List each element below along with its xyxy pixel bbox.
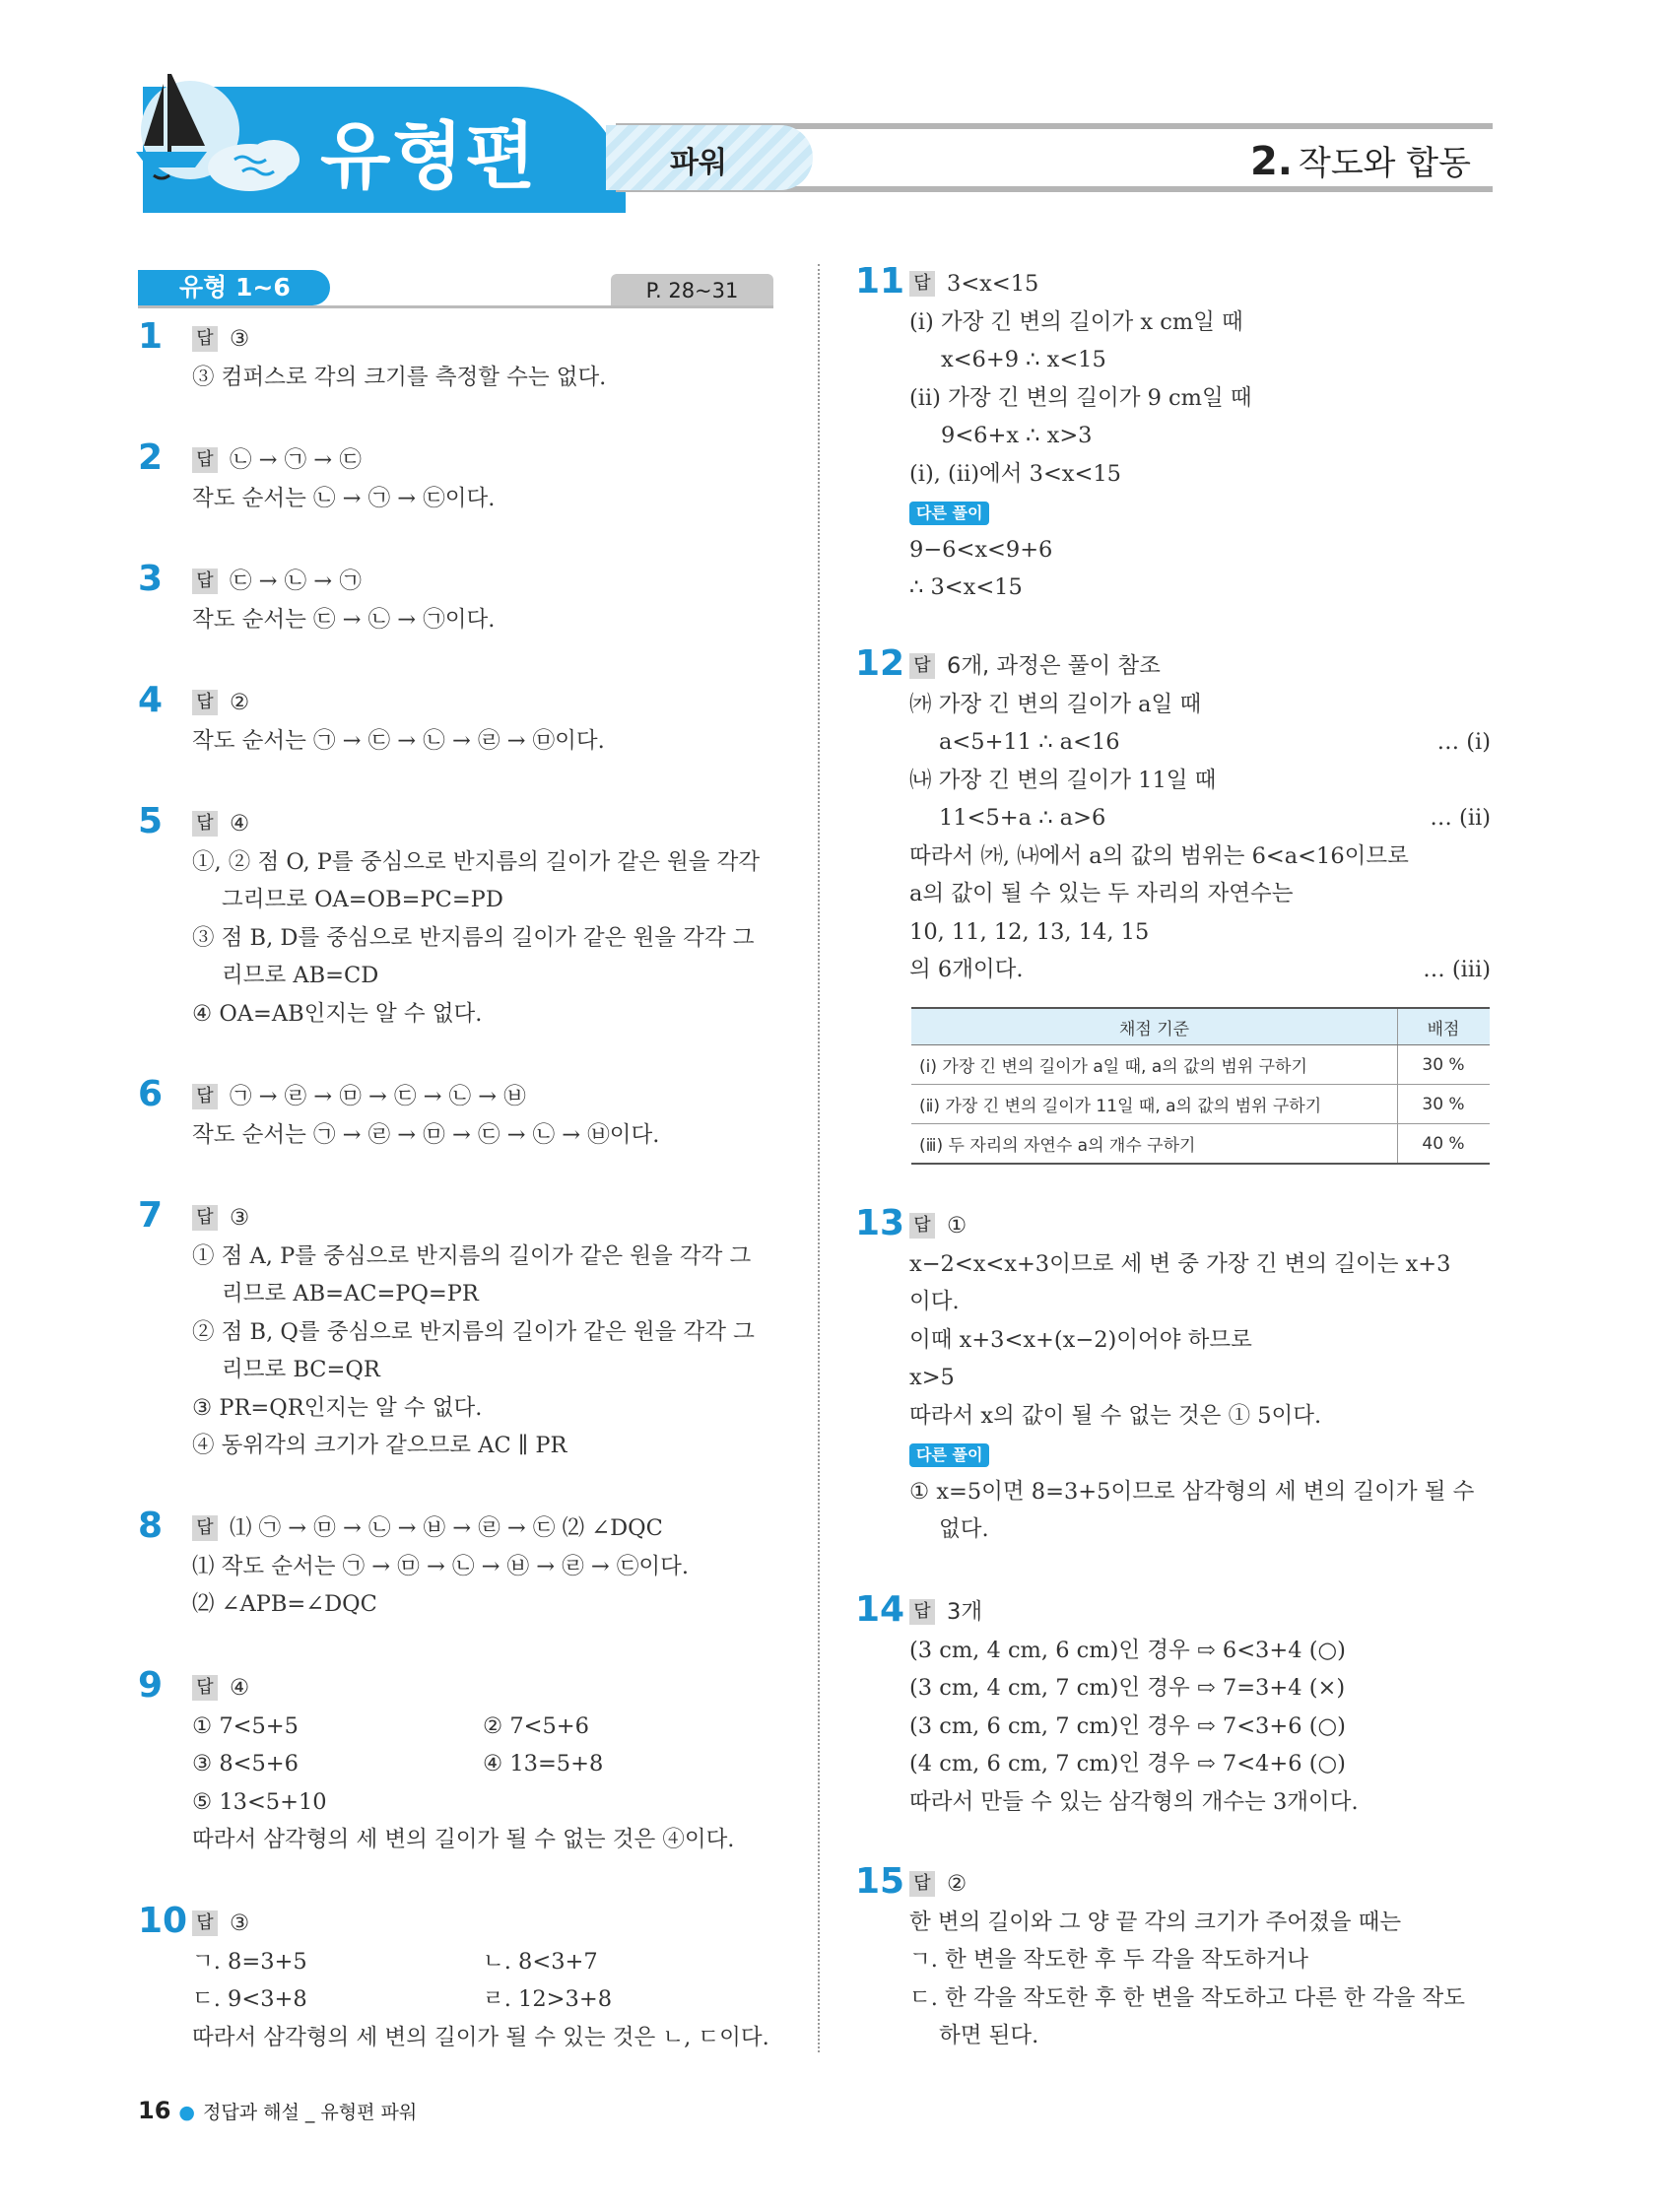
solution-row <box>909 951 1491 989</box>
answer-value: ㉠ → ㉣ → ㉤ → ㉢ → ㉡ → ㉥ <box>230 1084 526 1109</box>
choice: ③ 8<5+6 <box>192 1751 299 1776</box>
problem-number: 4 <box>138 680 164 720</box>
problem-number: 11 <box>855 261 905 302</box>
solution-line: a<5+11 ∴ a<16 <box>939 729 1120 755</box>
answer-value: ⑴ ㉠ → ㉤ → ㉡ → ㉥ → ㉣ → ㉢ ⑵ ∠DQC <box>230 1515 663 1541</box>
column-divider <box>818 264 820 2052</box>
solution-line: 리므로 AB=CD <box>222 963 379 988</box>
solution-line: ①, ② 점 O, P를 중심으로 반지름의 길이가 같은 원을 각각 <box>192 848 761 875</box>
choice: ② 7<5+6 <box>483 1712 589 1739</box>
answer-badge: 답 <box>192 811 218 837</box>
answer-value: ④ <box>230 1675 250 1701</box>
solution-line: 이때 x+3<x+(x−2)이어야 하므로 <box>909 1326 1252 1353</box>
table-cell: (ⅲ) 두 자리의 자연수 a의 개수 구하기 <box>911 1124 1398 1165</box>
problem-number: 14 <box>855 1589 905 1630</box>
answer-value: ② <box>947 1871 967 1897</box>
table-cell: (ⅱ) 가장 긴 변의 길이가 11일 때, a의 값의 범위 구하기 <box>911 1085 1398 1124</box>
solution-line: 10, 11, 12, 13, 14, 15 <box>909 918 1150 945</box>
table-row <box>911 1124 1490 1165</box>
solution-line: 9−6<x<9+6 <box>909 536 1053 563</box>
solution-line: 한 변의 길이와 그 양 끝 각의 크기가 주어졌을 때는 <box>909 1909 1402 1935</box>
problem-number: 15 <box>855 1861 905 1902</box>
solution-line: (3 cm, 6 cm, 7 cm)인 경우 ⇨ 7<3+6 (○) <box>909 1712 1346 1739</box>
answer-badge: 답 <box>192 569 218 594</box>
solution-line: 리므로 BC=QR <box>222 1357 380 1382</box>
answer-badge: 답 <box>909 1213 935 1239</box>
answer-value: ③ <box>230 1205 250 1231</box>
answer-badge: 답 <box>192 1515 218 1541</box>
solution-line: (3 cm, 4 cm, 7 cm)인 경우 ⇨ 7=3+4 (×) <box>909 1675 1346 1701</box>
solution-line: x>5 <box>909 1365 955 1390</box>
table-row <box>911 1085 1490 1124</box>
answer-badge: 답 <box>192 1910 218 1936</box>
bullet-icon: ● <box>178 2102 195 2123</box>
section-label: 유형 1~6 <box>138 270 330 305</box>
problem-number: 1 <box>138 316 164 357</box>
solution-line: 의 6개이다. <box>909 957 1024 982</box>
problem-number: 9 <box>138 1665 164 1706</box>
solution-line: 따라서 ㈎, ㈏에서 a의 값의 범위는 6<a<16이므로 <box>909 842 1409 869</box>
solution-line: ② 점 B, Q를 중심으로 반지름의 길이가 같은 원을 각각 그 <box>192 1318 755 1345</box>
section-bar <box>138 270 773 305</box>
answer-value: ㉡ → ㉠ → ㉢ <box>230 447 362 473</box>
step-mark: … (ⅲ) <box>1423 957 1491 982</box>
choice: ④ 13=5+8 <box>483 1751 604 1776</box>
solution-line: 따라서 삼각형의 세 변의 길이가 될 수 있는 것은 ㄴ, ㄷ이다. <box>192 2024 769 2050</box>
solution-line: a의 값이 될 수 있는 두 자리의 자연수는 <box>909 881 1294 906</box>
answer-value: ④ <box>230 811 250 837</box>
chapter-number: 2. <box>1249 139 1293 184</box>
problem-number: 10 <box>138 1901 188 1941</box>
answer-badge: 답 <box>192 1675 218 1701</box>
solution-line: x−2<x<x+3이므로 세 변 중 가장 긴 변의 길이는 x+3 <box>909 1250 1451 1277</box>
scoring-table <box>911 1007 1490 1165</box>
solution-line: ㈏ 가장 긴 변의 길이가 11일 때 <box>909 767 1217 793</box>
answer-badge: 답 <box>909 1599 935 1625</box>
answer-badge: 답 <box>909 1871 935 1897</box>
table-cell: 40 % <box>1398 1124 1491 1165</box>
solution-line: ㄱ. 한 변을 작도한 후 두 각을 작도하거나 <box>909 1947 1308 1973</box>
choice: ⑤ 13<5+10 <box>192 1788 327 1815</box>
problem-number: 6 <box>138 1074 164 1114</box>
solution-line: ㈎ 가장 긴 변의 길이가 a일 때 <box>909 691 1202 717</box>
alt-solution-badge: 다른 풀이 <box>909 1443 989 1467</box>
answer-value: ③ <box>230 1910 250 1936</box>
section-rule <box>138 305 773 308</box>
answer-badge: 답 <box>909 271 935 297</box>
table-cell: 30 % <box>1398 1045 1491 1085</box>
problem-number: 2 <box>138 437 164 478</box>
solution-line: 작도 순서는 ㉠ → ㉣ → ㉤ → ㉢ → ㉡ → ㉥이다. <box>192 1121 660 1148</box>
answer-badge: 답 <box>192 1084 218 1109</box>
answer-value: 3<x<15 <box>947 271 1039 297</box>
solution-line: (3 cm, 4 cm, 6 cm)인 경우 ⇨ 6<3+4 (○) <box>909 1637 1346 1663</box>
answer-badge: 답 <box>192 447 218 473</box>
problem-number: 7 <box>138 1195 164 1236</box>
solution-line: ③ PR=QR인지는 알 수 없다. <box>192 1394 483 1421</box>
solution-row <box>909 799 1491 838</box>
solution-line: 9<6+x ∴ x>3 <box>941 423 1093 448</box>
solution-line: (ⅰ), (ⅱ)에서 3<x<15 <box>909 460 1121 487</box>
answer-value: ③ <box>230 326 250 352</box>
choice: ① 7<5+5 <box>192 1712 299 1739</box>
page-number: 16 <box>138 2097 171 2124</box>
problem-number: 13 <box>855 1203 905 1243</box>
solution-line: 따라서 만들 수 있는 삼각형의 개수는 3개이다. <box>909 1788 1359 1815</box>
solution-line: ① x=5이면 8=3+5이므로 삼각형의 세 변의 길이가 될 수 <box>909 1478 1475 1505</box>
solution-line: 11<5+a ∴ a>6 <box>939 805 1106 831</box>
problem-number: 5 <box>138 801 164 841</box>
solution-line: 따라서 x의 값이 될 수 없는 것은 ① 5이다. <box>909 1402 1322 1429</box>
solution-line: ⑵ ∠APB=∠DQC <box>192 1591 377 1617</box>
solution-line: ④ OA=AB인지는 알 수 없다. <box>192 1000 483 1027</box>
solution-line: (ⅰ) 가장 긴 변의 길이가 x cm일 때 <box>909 308 1243 335</box>
choice: ㄴ. 8<3+7 <box>483 1948 598 1975</box>
table-row <box>911 1045 1490 1085</box>
chapter-title <box>1250 136 1471 184</box>
chapter-name: 작도와 합동 <box>1298 144 1471 183</box>
problem-number: 12 <box>855 643 905 684</box>
solution-line: (4 cm, 6 cm, 7 cm)인 경우 ⇨ 7<4+6 (○) <box>909 1751 1346 1776</box>
solution-line: 작도 순서는 ㉡ → ㉠ → ㉢이다. <box>192 485 496 511</box>
choice: ㄹ. 12>3+8 <box>483 1986 613 2012</box>
solution-line: ① 점 A, P를 중심으로 반지름의 길이가 같은 원을 각각 그 <box>192 1242 752 1269</box>
solution-line: ⑴ 작도 순서는 ㉠ → ㉤ → ㉡ → ㉥ → ㉣ → ㉢이다. <box>192 1553 690 1579</box>
solution-line: 이다. <box>909 1289 960 1314</box>
solution-line: ③ 컴퍼스로 각의 크기를 측정할 수는 없다. <box>192 364 607 390</box>
problem-number: 8 <box>138 1506 164 1546</box>
solution-row <box>909 723 1491 762</box>
solution-line: 하면 된다. <box>939 2023 1039 2048</box>
table-header: 배점 <box>1398 1008 1491 1045</box>
answer-badge: 답 <box>192 690 218 715</box>
solution-line: 따라서 삼각형의 세 변의 길이가 될 수 없는 것은 ④이다. <box>192 1827 735 1852</box>
answer-badge: 답 <box>192 326 218 352</box>
solution-line: ③ 점 B, D를 중심으로 반지름의 길이가 같은 원을 각각 그 <box>192 924 755 951</box>
sailboat-logo-icon <box>136 69 303 197</box>
choice: ㄱ. 8=3+5 <box>192 1948 307 1975</box>
solution-line: 없다. <box>939 1516 989 1542</box>
choice: ㄷ. 9<3+8 <box>192 1986 307 2012</box>
page-title: 유형편 <box>320 114 538 199</box>
alt-solution-badge: 다른 풀이 <box>909 502 989 525</box>
solution-line: ∴ 3<x<15 <box>909 574 1023 600</box>
step-mark: … (ⅰ) <box>1436 729 1491 755</box>
solution-line: ㄷ. 한 각을 작도한 후 한 변을 작도하고 다른 한 각을 작도 <box>909 1984 1465 2011</box>
table-header: 채점 기준 <box>911 1008 1398 1045</box>
header-tab-label: 파워 <box>670 146 727 180</box>
problem-number: 3 <box>138 559 164 599</box>
answer-value: ① <box>947 1213 967 1239</box>
answer-value: ㉢ → ㉡ → ㉠ <box>230 569 362 594</box>
footer-text: 정답과 해설 _ 유형편 파워 <box>203 2102 418 2123</box>
step-mark: … (ⅱ) <box>1430 805 1491 831</box>
answer-badge: 답 <box>192 1205 218 1231</box>
answer-badge: 답 <box>909 653 935 679</box>
solution-line: 작도 순서는 ㉠ → ㉢ → ㉡ → ㉣ → ㉤이다. <box>192 727 605 754</box>
solution-line: x<6+9 ∴ x<15 <box>941 347 1106 372</box>
table-cell: (ⅰ) 가장 긴 변의 길이가 a일 때, a의 값의 범위 구하기 <box>911 1045 1398 1085</box>
solution-line: 작도 순서는 ㉢ → ㉡ → ㉠이다. <box>192 606 496 633</box>
table-header-row <box>911 1008 1490 1045</box>
section-pages: P. 28~31 <box>611 274 773 307</box>
solution-line: (ⅱ) 가장 긴 변의 길이가 9 cm일 때 <box>909 384 1252 411</box>
answer-value: ② <box>230 690 250 715</box>
solution-line: 그리므로 OA=OB=PC=PD <box>222 887 503 912</box>
page-footer <box>138 2097 417 2124</box>
answer-value: 3개 <box>947 1599 983 1625</box>
table-cell: 30 % <box>1398 1085 1491 1124</box>
solution-line: ④ 동위각의 크기가 같으므로 AC ∥ PR <box>192 1433 567 1458</box>
solution-line: 리므로 AB=AC=PQ=PR <box>222 1281 479 1307</box>
answer-value: 6개, 과정은 풀이 참조 <box>947 653 1161 679</box>
